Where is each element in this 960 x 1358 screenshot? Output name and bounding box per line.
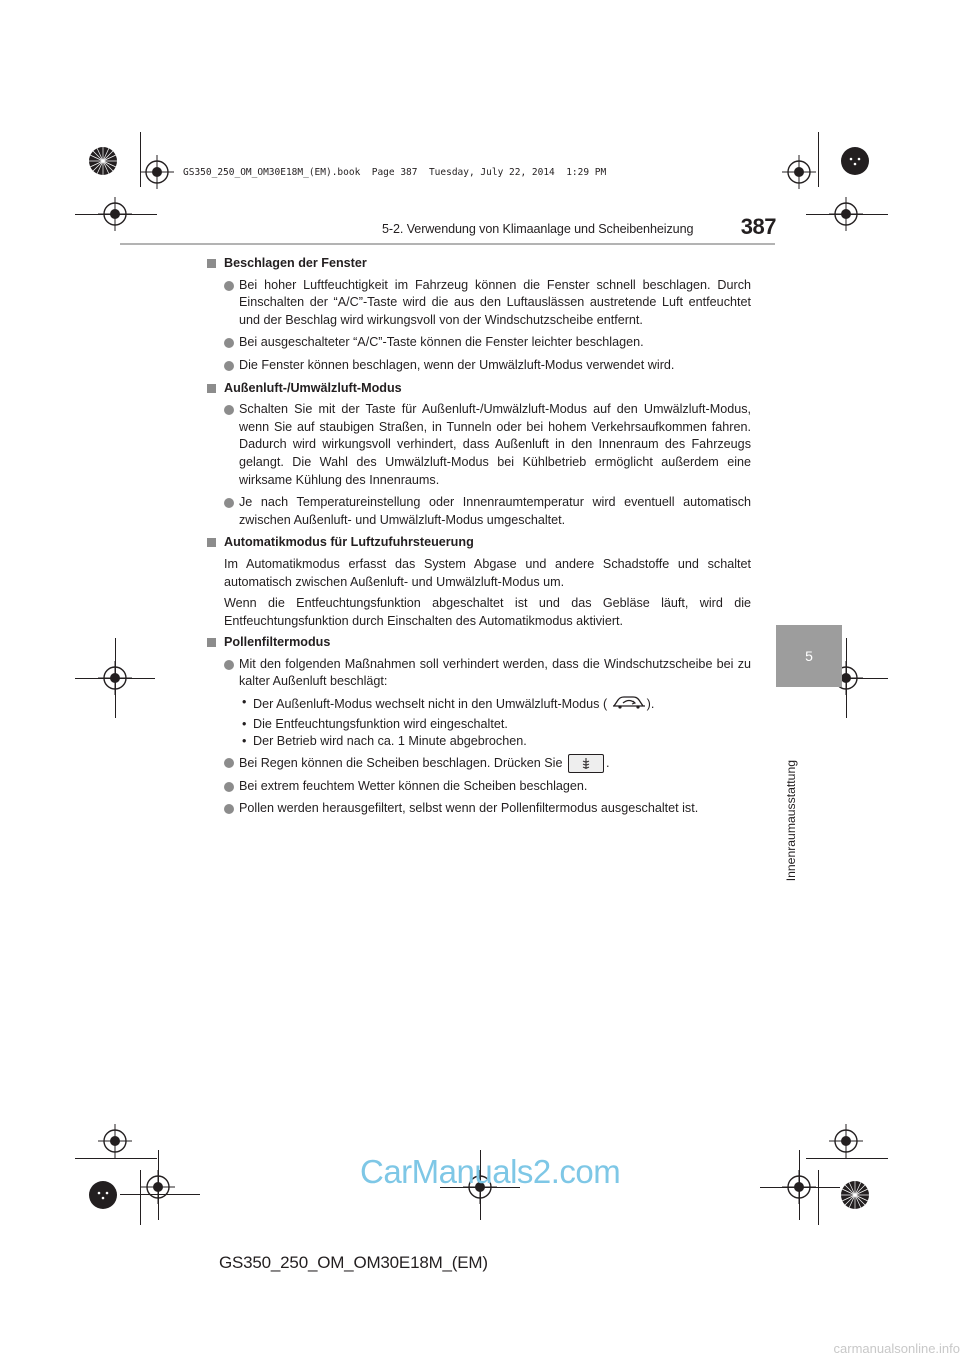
circle-bullet-icon: [224, 804, 234, 814]
list-item: Pollen werden herausgefiltert, selbst wenn der Pollenfiltermodus ausgeschaltet ist.: [207, 800, 751, 818]
header-rule: [120, 243, 775, 245]
circle-bullet-icon: [224, 361, 234, 371]
footer-code: GS350_250_OM_OM30E18M_(EM): [219, 1253, 488, 1272]
section-heading: Pollenfiltermodus: [207, 634, 751, 652]
page-content: [207, 255, 751, 823]
registration-mark-icon: [98, 1124, 132, 1158]
sub-list-item: • Der Außenluft-Modus wechselt nicht in den Umwälzluft-Modus ( ).: [207, 694, 751, 716]
circle-bullet-icon: [224, 338, 234, 348]
list-item: Bei ausgeschalteter “A/C”-Taste können die Fenster leichter beschlagen.: [207, 334, 751, 352]
color-bar-burst-icon: [88, 146, 118, 176]
circle-bullet-icon: [224, 758, 234, 768]
circle-bullet-icon: [224, 281, 234, 291]
list-item: Schalten Sie mit der Taste für Außenluft-/Umwälzluft-Modus auf den Umwälzluft-Modus, wenn Sie auf staubigen Straßen, in Tunneln oder bei hohem Verkehrsaufkommen fahren. Dadurch wird wirkungsvoll verhindert, dass Außenluft in den Innenraum des Fahrzeugs gelangt. Die Wahl des Umwälzluft-Modus bei Kühlbetrieb ermöglicht außerdem eine wirksame Kühlung des Innenraums.: [207, 401, 751, 489]
square-bullet-icon: [207, 259, 216, 268]
chapter-label: Innenraumausstattung: [784, 760, 798, 882]
color-bar-burst-icon: [88, 1180, 118, 1210]
square-bullet-icon: [207, 638, 216, 647]
list-item: Bei extrem feuchtem Wetter können die Scheiben beschlagen.: [207, 778, 751, 796]
section-heading: Außenluft-/Umwälzluft-Modus: [207, 380, 751, 398]
color-bar-burst-icon: [840, 146, 870, 176]
registration-mark-icon: [782, 1170, 816, 1204]
section-heading: Automatikmodus für Luftzufuhrsteuerung: [207, 534, 751, 552]
registration-mark-icon: [829, 197, 863, 231]
registration-mark-icon: [98, 661, 132, 695]
page-number: 387: [740, 214, 776, 239]
registration-mark-icon: [829, 1124, 863, 1158]
pollen-filter-button-icon: [568, 754, 604, 773]
site-watermark: carmanualsonline.info: [833, 1341, 960, 1356]
list-item: Die Fenster können beschlagen, wenn der Umwälzluft-Modus verwendet wird.: [207, 357, 751, 375]
registration-mark-icon: [141, 1170, 175, 1204]
registration-mark-icon: [98, 197, 132, 231]
circle-bullet-icon: [224, 782, 234, 792]
list-item: Bei Regen können die Scheiben beschlagen. Drücken Sie .: [207, 754, 751, 773]
list-item: Je nach Temperatureinstellung oder Innenraumtemperatur wird eventuell automatisch zwischen Außenluft- und Umwälzluft-Modus umgeschaltet.: [207, 494, 751, 529]
watermark-logo: CarManuals2.com: [360, 1153, 621, 1190]
sub-list-item: • Der Betrieb wird nach ca. 1 Minute abgebrochen.: [242, 734, 527, 749]
square-bullet-icon: [207, 538, 216, 547]
section-title: 5-2. Verwendung von Klimaanlage und Scheibenheizung: [382, 222, 694, 236]
circle-bullet-icon: [224, 405, 234, 415]
paragraph: Wenn die Entfeuchtungsfunktion abgeschaltet ist und das Gebläse läuft, wird die Entfeuchtungsfunktion durch Einschalten des Automatikmodus aktiviert.: [224, 596, 751, 628]
circle-bullet-icon: [224, 660, 234, 670]
square-bullet-icon: [207, 384, 216, 393]
chapter-tab: [776, 625, 842, 687]
sub-list-item: • Die Entfeuchtungsfunktion wird eingeschaltet.: [242, 716, 508, 731]
paragraph: Im Automatikmodus erfasst das System Abgase und andere Schadstoffe und schaltet automatisch zwischen Außenluft- und Umwälzluft-Modus um.: [224, 556, 751, 589]
recirculation-icon: [611, 694, 647, 716]
list-item: Mit den folgenden Maßnahmen soll verhindert werden, dass die Windschutzscheibe bei zu kalter Außenluft beschlägt:: [207, 656, 751, 691]
book-info-strip: GS350_250_OM_OM30E18M_(EM).book Page 387 Tuesday, July 22, 2014 1:29 PM: [183, 167, 607, 178]
chapter-number: 5: [805, 648, 813, 664]
circle-bullet-icon: [224, 498, 234, 508]
section-heading: Beschlagen der Fenster: [207, 255, 751, 273]
color-bar-burst-icon: [840, 1180, 870, 1210]
list-item: Bei hoher Luftfeuchtigkeit im Fahrzeug können die Fenster schnell beschlagen. Durch Einschalten der “A/C”-Taste wird die aus den Luftauslässen austretende Luft entfeuchtet und der Beschlag wird wirkungsvoll von der Windschutzscheibe entfernt.: [207, 277, 751, 330]
registration-mark-icon: [140, 155, 174, 189]
